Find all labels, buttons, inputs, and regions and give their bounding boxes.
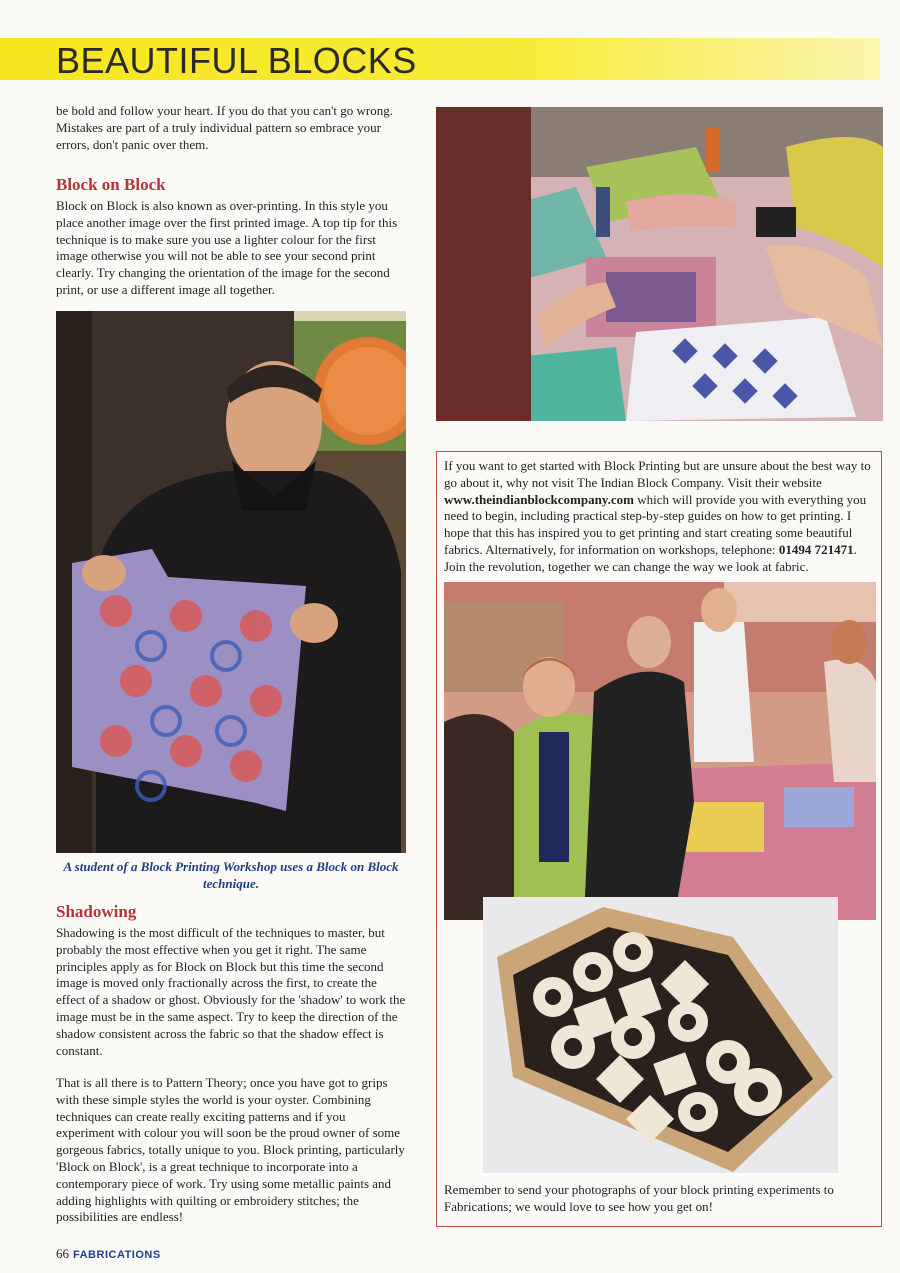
- photo-caption: A student of a Block Printing Workshop uses a Block on Block technique.: [63, 859, 399, 891]
- group-workshop-photo: [444, 582, 876, 920]
- conclusion-paragraph: That is all there is to Pattern Theory; once you have got to grips with these simple styles the world is your oyster. Combining techniques can create really exciting patterns and if you experiment with colour you will soon be the proud owner of some gorgeous fabrics, totally unique to you. Block printing, particularly 'Block on Block', is a great technique to incorporate into a contemporary piece of work. Try using some metallic paints and adding highlights with quilting or embroidery stitches; the possibilities are endless!: [56, 1075, 405, 1225]
- blocks-box-photo: [483, 897, 838, 1173]
- page-number: 66: [56, 1246, 69, 1261]
- block-on-block-heading: Block on Block: [56, 175, 166, 194]
- intro-paragraph: be bold and follow your heart. If you do that you can't go wrong. Mistakes are part of a truly individual pattern so embrace your errors, don't panic over them.: [56, 103, 394, 152]
- phone-number: 01494 721471: [778, 541, 854, 557]
- info-text-part-2: which will provide you with everything you need to begin, including practical step-by-step guides on how to get printing. I hope that this has inspired you to get printing and start creating some beautiful fabrics. Alternatively, for information on workshops, telephone:: [444, 491, 867, 557]
- title-banner: [0, 38, 880, 80]
- info-text-part-1: If you want to get started with Block Printing but are unsure about the best way to go about it, why not visit The Indian Block Company. Visit their website: [444, 458, 871, 490]
- shadowing-paragraph: Shadowing is the most difficult of the techniques to master, but probably the most effective when you get it right. The same principles apply as for Block on Block but this time the second image is moved only fractionally across the first, to create the effect of a shadow or ghost. Obviously for the 'shadow' to work the image must be in the same aspect. Try to keep the direction of the shadow consistent across the fabric so that the shadow effect is constant.: [56, 925, 406, 1058]
- student-photo: [56, 311, 406, 853]
- info-box-footer-note: Remember to send your photographs of your block printing experiments to Fabrications; we would love to see how you get on!: [444, 1182, 834, 1214]
- info-text-part-3: . Join the revolution, together we can change the way we look at fabric.: [444, 541, 857, 574]
- page-title: BEAUTIFUL BLOCKS: [56, 40, 417, 81]
- block-on-block-paragraph: Block on Block is also known as over-printing. In this style you place another image over the first printed image. A top tip for this technique is to make sure you use a lighter colour for the first image otherwise you will not be able to see your second print clearly. Try changing the orientation of the image for the second print, or use a different image all together.: [56, 198, 398, 297]
- website-link[interactable]: www.theindianblockcompany.com: [444, 491, 634, 507]
- page-footer: [56, 1246, 161, 1262]
- workshop-table-photo: [436, 107, 883, 421]
- magazine-brand: FABRICATIONS: [73, 1249, 161, 1261]
- info-box-text: [444, 458, 874, 576]
- shadowing-heading: Shadowing: [56, 902, 137, 921]
